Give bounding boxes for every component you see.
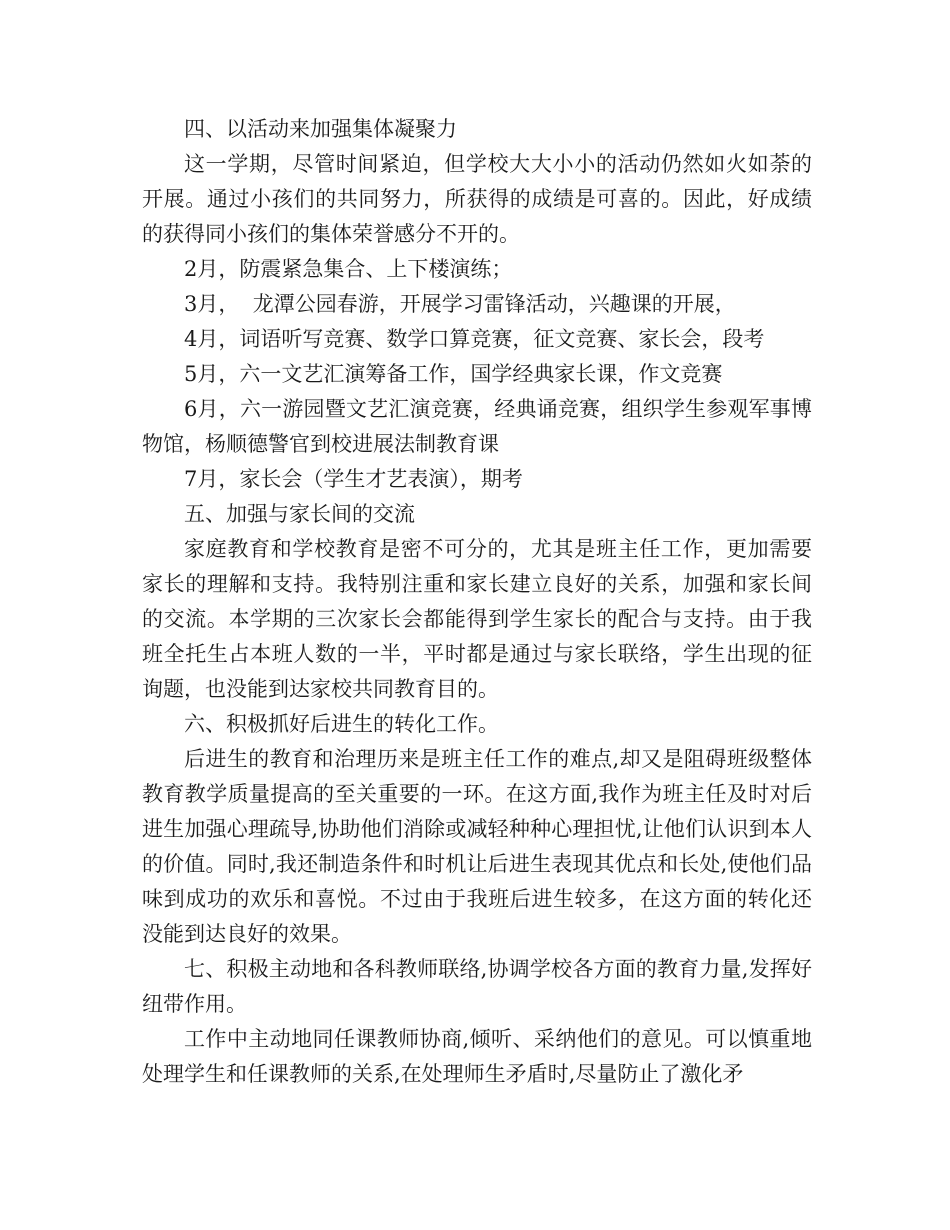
paragraph-teachers: 工作中主动地同任课教师协商,倾听、采纳他们的意见。可以慎重地处理学生和任课教师的关系,在处理师生矛盾时,尽量防止了激化矛 bbox=[142, 1027, 812, 1086]
paragraph-may: 5月，六一文艺汇演筹备工作，国学经典家长课，作文竞赛 bbox=[184, 362, 723, 386]
paragraph-mar: 3月， 龙潭公园春游，开展学习雷锋活动，兴趣课的开展， bbox=[184, 292, 736, 316]
section-heading-6: 六、积极抓好后进生的转化工作。 bbox=[184, 712, 499, 736]
section-heading-5: 五、加强与家长间的交流 bbox=[184, 502, 415, 526]
paragraph-feb: 2月，防震紧急集合、上下楼演练； bbox=[184, 257, 513, 281]
section-heading-7: 七、积极主动地和各科教师联络,协调学校各方面的教育力量,发挥好纽带作用。 bbox=[142, 957, 812, 1016]
document-body bbox=[142, 112, 812, 1092]
paragraph-apr: 4月，词语听写竞赛、数学口算竞赛，征文竞赛、家长会，段考 bbox=[184, 327, 765, 351]
paragraph-parents: 家庭教育和学校教育是密不可分的，尤其是班主任工作，更加需要家长的理解和支持。我特别注重和家长建立良好的关系，加强和家长间的交流。本学期的三次家长会都能得到学生家长的配合与支持。由于我班全托生占本班人数的一半，平时都是通过与家长联络，学生出现的征询题，也没能到达家校共同教育目的。 bbox=[142, 537, 812, 701]
paragraph-jun: 6月，六一游园暨文艺汇演竞赛，经典诵竞赛，组织学生参观军事博物馆，杨顺德警官到校进展法制教育课 bbox=[142, 397, 812, 456]
paragraph-underachievers: 后进生的教育和治理历来是班主任工作的难点,却又是阻碍班级整体教育教学质量提高的至关重要的一环。在这方面,我作为班主任及时对后进生加强心理疏导,协助他们消除或减轻种种心理担忧,让他们认识到本人的价值。同时,我还制造条件和时机让后进生表现其优点和长处,使他们品味到成功的欢乐和喜悦。不过由于我班后进生较多，在这方面的转化还没能到达良好的效果。 bbox=[142, 747, 812, 946]
section-heading-4: 四、以活动来加强集体凝聚力 bbox=[184, 117, 457, 141]
paragraph-activities-intro: 这一学期，尽管时间紧迫，但学校大大小小的活动仍然如火如荼的开展。通过小孩们的共同努力，所获得的成绩是可喜的。因此，好成绩的获得同小孩们的集体荣誉感分不开的。 bbox=[142, 152, 812, 246]
paragraph-jul: 7月，家长会（学生才艺表演），期考 bbox=[184, 467, 523, 491]
